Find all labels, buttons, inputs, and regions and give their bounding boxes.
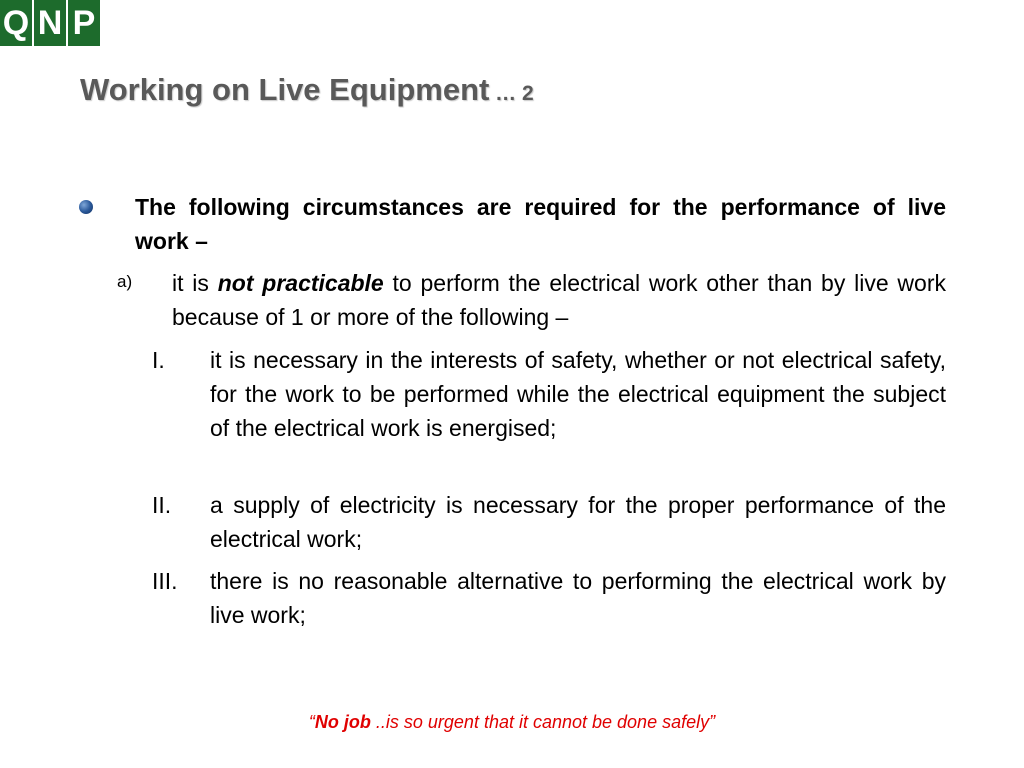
footer-quote: [0, 712, 1024, 733]
slide-title-suffix: … 2: [489, 82, 534, 105]
logo-letter-n: N: [34, 0, 66, 46]
footer-rest: ..is so urgent that it cannot be done safely: [370, 712, 710, 732]
roman-text-3: there is no reasonable alternative to performing the electrical work by live work;: [210, 568, 946, 628]
sub-item-suffix: to perform the electrical work other than by live work because of 1 or more of the following –: [172, 270, 946, 330]
footer-quote-open: “: [308, 712, 315, 732]
sub-item-emphasis: not practicable: [217, 270, 384, 296]
roman-text-1: it is necessary in the interests of safety, whether or not electrical safety, for the work to be performed while the electrical equipment the subject of the electrical work is energised;: [210, 347, 946, 441]
sub-item-marker: a): [117, 272, 133, 291]
logo-letter-q: Q: [0, 0, 32, 46]
roman-marker-1: I.: [152, 347, 165, 373]
logo: [0, 0, 100, 46]
roman-marker-2: II.: [152, 492, 172, 518]
sub-item-text: [172, 266, 946, 334]
sub-item-prefix: it is: [172, 270, 218, 296]
slide-title-main: Working on Live Equipment: [80, 72, 490, 107]
footer-bold: No job: [314, 712, 371, 732]
bullet-text: The following circumstances are required for the performance of live work –: [135, 194, 946, 254]
roman-text-2: a supply of electricity is necessary for the proper performance of the electrical work;: [210, 492, 946, 552]
sphere-bullet-icon: [79, 200, 93, 214]
logo-letter-p: P: [68, 0, 100, 46]
slide-title: [80, 72, 534, 108]
footer-quote-close: ”: [709, 712, 716, 732]
roman-marker-3: III.: [152, 568, 178, 594]
